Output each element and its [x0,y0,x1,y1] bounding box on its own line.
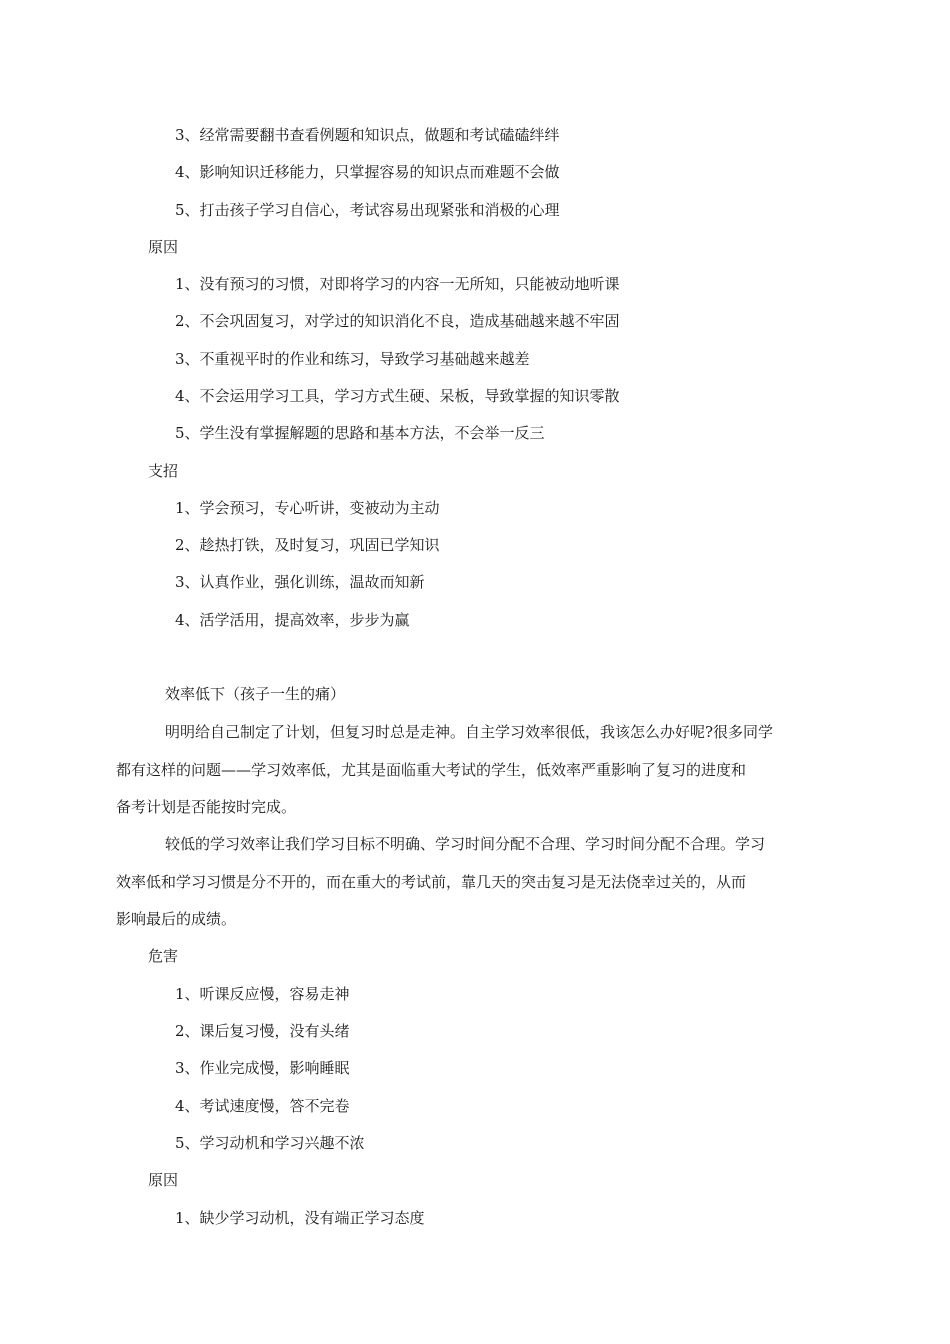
section-heading-cause: 原因 [148,1171,179,1189]
paragraph-line: 明明给自己制定了计划，但复习时总是走神。自主学习效率很低，我该怎么办好呢?很多同学 [165,723,774,741]
section-heading-tips: 支招 [148,462,179,480]
list-item: 1、听课反应慢，容易走神 [175,985,350,1003]
list-item: 1、学会预习，专心听讲，变被动为主动 [175,499,440,517]
paragraph-line: 影响最后的成绩。 [116,910,237,928]
list-item: 2、课后复习慢，没有头绪 [175,1022,350,1040]
list-item: 5、学生没有掌握解题的思路和基本方法，不会举一反三 [175,424,545,442]
section-heading-cause: 原因 [148,238,179,256]
paragraph-line: 备考计划是否能按时完成。 [116,798,297,816]
section-title: 效率低下（孩子一生的痛） [165,685,346,703]
list-item: 2、趁热打铁，及时复习，巩固已学知识 [175,536,440,554]
list-item: 5、学习动机和学习兴趣不浓 [175,1134,365,1152]
list-item: 1、没有预习的习惯，对即将学习的内容一无所知，只能被动地听课 [175,275,620,293]
list-item: 3、经常需要翻书查看例题和知识点，做题和考试磕磕绊绊 [175,126,560,144]
section-heading-harm: 危害 [148,947,179,965]
list-item: 3、不重视平时的作业和练习，导致学习基础越来越差 [175,350,530,368]
list-item: 4、活学活用，提高效率，步步为赢 [175,611,410,629]
paragraph-line: 较低的学习效率让我们学习目标不明确、学习时间分配不合理、学习时间分配不合理。学习 [165,835,766,853]
list-item: 2、不会巩固复习，对学过的知识消化不良，造成基础越来越不牢固 [175,312,620,330]
paragraph-line: 效率低和学习习惯是分不开的，而在重大的考试前，靠几天的突击复习是无法侥幸过关的，从而 [116,873,747,891]
list-item: 4、不会运用学习工具，学习方式生硬、呆板，导致掌握的知识零散 [175,387,620,405]
paragraph-line: 都有这样的问题——学习效率低，尤其是面临重大考试的学生，低效率严重影响了复习的进度和 [116,761,747,779]
list-item: 4、影响知识迁移能力，只掌握容易的知识点而难题不会做 [175,163,560,181]
list-item: 3、认真作业，强化训练，温故而知新 [175,573,425,591]
list-item: 3、作业完成慢，影响睡眠 [175,1059,350,1077]
list-item: 1、缺少学习动机，没有端正学习态度 [175,1209,425,1227]
list-item: 5、打击孩子学习自信心，考试容易出现紧张和消极的心理 [175,201,560,219]
list-item: 4、考试速度慢，答不完卷 [175,1097,350,1115]
